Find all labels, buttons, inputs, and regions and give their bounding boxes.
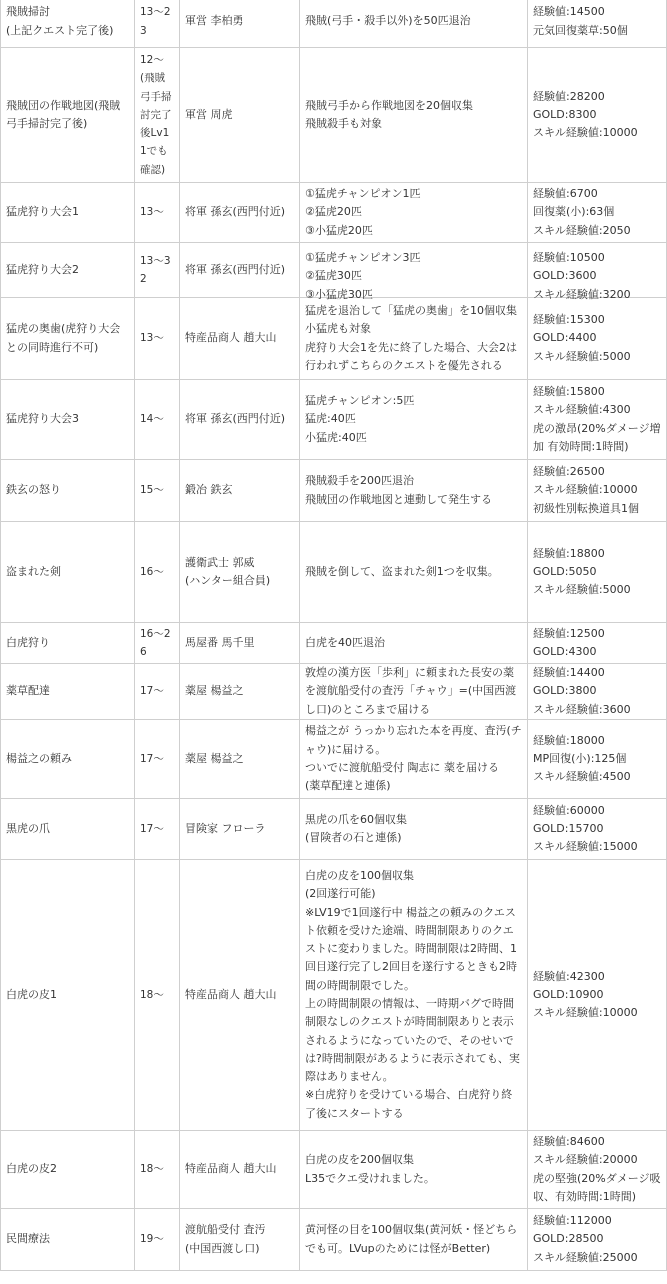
quest-name: 民間療法 xyxy=(6,1232,50,1246)
quest-giver-cell xyxy=(180,298,300,380)
quest-name: 飛賊団の作戦地図(飛賊弓手掃討完了後) xyxy=(6,98,121,130)
quest-name: 猛虎狩り大会1 xyxy=(6,205,79,219)
quest-name-cell xyxy=(1,860,135,1131)
table-row xyxy=(1,799,667,860)
quest-level: 13～ xyxy=(140,206,164,219)
quest-level: 16～26 xyxy=(140,627,171,658)
quest-level: 17～ xyxy=(140,822,164,835)
quest-giver: 馬屋番 馬千里 xyxy=(185,635,255,649)
quest-content: 黄河怪の目を100個収集(黄河妖・怪どちらでも可。LVupのためには怪がBetter) xyxy=(305,1223,518,1255)
reward-item: スキル経験値:3600 xyxy=(533,702,631,716)
quest-giver-cell xyxy=(180,720,300,799)
reward-item: GOLD:10900 xyxy=(533,987,604,1001)
quest-content-cell xyxy=(300,623,528,664)
reward-item: GOLD:3600 xyxy=(533,269,597,283)
quest-name: 白虎の皮2 xyxy=(6,1162,57,1176)
reward-item: スキル経験値:4500 xyxy=(533,770,631,784)
table-row xyxy=(1,183,667,243)
quest-level-cell xyxy=(135,48,180,183)
quest-content-cell xyxy=(300,0,528,48)
reward-item: MP回復(小):125個 xyxy=(533,751,627,765)
reward-item: GOLD:8300 xyxy=(533,107,597,121)
quest-level-cell xyxy=(135,460,180,522)
table-row xyxy=(1,48,667,183)
reward-item: スキル経験値:5000 xyxy=(533,349,631,363)
quest-giver-cell xyxy=(180,860,300,1131)
quest-content: 飛賊を倒して、盗まれた剣1つを収集。 xyxy=(305,564,499,578)
quest-giver-cell xyxy=(180,0,300,48)
quest-name-cell xyxy=(1,183,135,243)
reward-item: 経験値:18000 xyxy=(533,733,605,747)
quest-name-cell xyxy=(1,664,135,720)
quest-content-cell xyxy=(300,720,528,799)
quest-level: 13～32 xyxy=(140,254,171,285)
quest-rewards-cell xyxy=(528,0,667,48)
quest-rewards-cell xyxy=(528,623,667,664)
quest-level: 18～ xyxy=(140,988,164,1001)
quest-content-cell xyxy=(300,183,528,243)
table-row xyxy=(1,860,667,1131)
table-row xyxy=(1,623,667,664)
quest-rewards-cell xyxy=(528,664,667,720)
reward-item: 経験値:60000 xyxy=(533,803,605,817)
quest-content-cell xyxy=(300,1131,528,1209)
reward-item: 虎の激昂(20%ダメージ増加 有効時間:1時間) xyxy=(533,421,661,453)
quest-name: 飛賊掃討 (上記クエスト完了後) xyxy=(6,5,114,37)
reward-item: 虎の堅強(20%ダメージ吸収、有効時間:1時間) xyxy=(533,1171,661,1203)
quest-giver-cell xyxy=(180,243,300,298)
reward-item: 元気回復薬草:50個 xyxy=(533,23,628,37)
quest-content: 敦煌の漢方医「歩利」に頼まれた長安の薬を渡航船受付の査汚「チャウ」=(中国西渡し口)のところまで届ける xyxy=(305,666,517,716)
quest-name: 楊益之の頼み xyxy=(6,751,72,765)
reward-item: GOLD:4300 xyxy=(533,645,597,658)
quest-level-cell xyxy=(135,799,180,860)
quest-name-cell xyxy=(1,243,135,298)
quest-content-cell xyxy=(300,799,528,860)
quest-level: 13～23 xyxy=(140,6,171,37)
reward-item: 初級性別転換道具1個 xyxy=(533,501,639,515)
quest-table-body xyxy=(1,0,667,1271)
quest-giver-cell xyxy=(180,799,300,860)
quest-content: 猛虎チャンピオン:5匹 猛虎:40匹 小猛虎:40匹 xyxy=(305,394,415,444)
reward-item: 経験値:112000 xyxy=(533,1214,612,1228)
reward-item: 経験値:15300 xyxy=(533,313,605,327)
quest-name: 黒虎の爪 xyxy=(6,821,50,835)
reward-item: 経験値:15800 xyxy=(533,384,605,398)
quest-content-cell xyxy=(300,460,528,522)
quest-giver: 将軍 孫玄(西門付近) xyxy=(185,412,286,426)
quest-name-cell xyxy=(1,0,135,48)
quest-giver: 軍営 周虎 xyxy=(185,107,233,121)
quest-level-cell xyxy=(135,1131,180,1209)
quest-level: 18～ xyxy=(140,1163,164,1176)
quest-giver-cell xyxy=(180,380,300,460)
quest-name-cell xyxy=(1,623,135,664)
quest-level: 17～ xyxy=(140,752,164,765)
quest-rewards-cell xyxy=(528,48,667,183)
reward-item: スキル経験値:20000 xyxy=(533,1153,638,1167)
reward-item: スキル経験値:3200 xyxy=(533,287,631,301)
quest-name: 猛虎狩り大会2 xyxy=(6,262,79,276)
reward-item: スキル経験値:4300 xyxy=(533,403,631,417)
quest-level-cell xyxy=(135,720,180,799)
quest-giver-cell xyxy=(180,1209,300,1271)
quest-level-cell xyxy=(135,1209,180,1271)
quest-level: 17～ xyxy=(140,685,164,698)
reward-item: 経験値:14400 xyxy=(533,666,605,680)
reward-item: GOLD:4400 xyxy=(533,331,597,345)
quest-giver-cell xyxy=(180,183,300,243)
quest-rewards-cell xyxy=(528,243,667,301)
quest-name: 白虎の皮1 xyxy=(6,987,57,1001)
reward-item: スキル経験値:5000 xyxy=(533,583,631,597)
quest-content: 飛賊殺手を200匹退治 飛賊団の作戦地図と連動して発生する xyxy=(305,474,492,506)
quest-content-cell xyxy=(300,860,528,1131)
quest-name-cell xyxy=(1,799,135,860)
quest-level-cell xyxy=(135,243,180,298)
quest-giver-cell xyxy=(180,664,300,720)
quest-content-clip xyxy=(305,249,522,301)
quest-giver: 鍛冶 鉄玄 xyxy=(185,483,233,497)
reward-item: 経験値:12500 xyxy=(533,626,605,640)
quest-giver-cell xyxy=(180,460,300,522)
quest-giver: 薬屋 楊益之 xyxy=(185,751,244,765)
quest-rewards-clip xyxy=(533,249,661,301)
quest-name-cell xyxy=(1,720,135,799)
reward-item: スキル経験値:25000 xyxy=(533,1250,638,1264)
quest-level-cell xyxy=(135,623,180,664)
table-row xyxy=(1,1209,667,1271)
table-row xyxy=(1,0,667,48)
quest-giver: 冒険家 フローラ xyxy=(185,821,266,835)
quest-content: 白虎の皮を100個収集 (2回遂行可能) ※LV19で1回遂行中 楊益之の頼みのクエスト依頼を受けた途端、時間制限ありのクエストに変わりました。時間制限は2時間、1回目遂行完了し2回目を遂行するときも2時間の時間制限でした。 上の時間制限の情報は、一時期バグで時間制限なしのクエストが時間制限ありと表示されるようになっていたので、そのせいでは?時間制限があるように表示されても、実際はありません。 ※白虎狩りを受けている場合、白虎狩り終了後にスタートする xyxy=(305,868,520,1120)
quest-name: 薬草配達 xyxy=(6,684,50,698)
quest-content-cell xyxy=(300,522,528,623)
quest-rewards-cell xyxy=(528,522,667,623)
reward-item: 経験値:10500 xyxy=(533,251,605,264)
quest-name-cell xyxy=(1,1131,135,1209)
quest-name: 猛虎の奥歯(虎狩り大会との同時進行不可) xyxy=(6,322,121,354)
quest-content: 楊益之が うっかり忘れた本を再度、査汚(チャウ)に届ける。 ついでに渡航船受付 陶志に 薬を届ける (薬草配達と連係) xyxy=(305,724,522,793)
quest-rewards-cell xyxy=(528,860,667,1131)
quest-content: 猛虎を退治して「猛虎の奥歯」を10個収集 小猛虎も対象 虎狩り大会1を先に終了した場合、大会2は行われずこちらのクエストを優先される xyxy=(305,303,517,372)
quest-level: 13～ xyxy=(140,332,164,345)
reward-item: 経験値:28200 xyxy=(533,89,605,103)
reward-item: 経験値:84600 xyxy=(533,1134,605,1148)
quest-rewards-cell xyxy=(528,380,667,460)
quest-content-cell xyxy=(300,243,528,301)
quest-content-cell xyxy=(300,380,528,460)
quest-content-cell xyxy=(300,664,528,720)
quest-giver-cell xyxy=(180,522,300,623)
table-row xyxy=(1,460,667,522)
quest-level: 16～ xyxy=(140,565,164,578)
quest-name-cell xyxy=(1,1209,135,1271)
quest-giver: 特産品商人 趙大山 xyxy=(185,1162,277,1176)
quest-giver: 特産品商人 趙大山 xyxy=(185,987,277,1001)
quest-name-cell xyxy=(1,460,135,522)
table-row xyxy=(1,1131,667,1209)
reward-item: 経験値:14500 xyxy=(533,5,605,19)
quest-giver-cell xyxy=(180,1131,300,1209)
quest-content: ①猛虎チャンピオン1匹 ②猛虎20匹 ③小猛虎20匹 xyxy=(305,187,421,237)
table-row xyxy=(1,720,667,799)
quest-level: 12～ (飛賊弓手掃討完了後Lv11でも確認) xyxy=(140,53,172,176)
quest-rewards-cell xyxy=(528,720,667,799)
quest-giver-cell xyxy=(180,48,300,183)
quest-content: 白虎を40匹退治 xyxy=(305,635,385,649)
quest-rewards-cell xyxy=(528,799,667,860)
quest-name-cell xyxy=(1,380,135,460)
quest-level-cell xyxy=(135,860,180,1131)
quest-rewards-cell xyxy=(528,1209,667,1271)
quest-giver: 薬屋 楊益之 xyxy=(185,684,244,698)
quest-level-cell xyxy=(135,664,180,720)
quest-level: 19～ xyxy=(140,1233,164,1246)
reward-item: 経験値:18800 xyxy=(533,546,605,560)
quest-content-cell xyxy=(300,48,528,183)
quest-name: 鉄玄の怒り xyxy=(6,483,61,497)
quest-level-cell xyxy=(135,0,180,48)
quest-rewards-cell xyxy=(528,460,667,522)
quest-giver: 軍営 李柏勇 xyxy=(185,14,244,28)
reward-item: 経験値:26500 xyxy=(533,465,605,479)
quest-content-cell xyxy=(300,1209,528,1271)
quest-level-cell xyxy=(135,380,180,460)
reward-item: GOLD:28500 xyxy=(533,1232,604,1246)
quest-content: ①猛虎チャンピオン3匹 ②猛虎30匹 ③小猛虎30匹 xyxy=(305,251,421,301)
quest-name: 猛虎狩り大会3 xyxy=(6,412,79,426)
quest-giver: 渡航船受付 査汚 (中国西渡し口) xyxy=(185,1223,266,1255)
table-row xyxy=(1,522,667,623)
quest-giver: 護衛武士 郭威 (ハンター組合員) xyxy=(185,555,271,587)
table-row xyxy=(1,664,667,720)
quest-name-cell xyxy=(1,298,135,380)
quest-giver: 将軍 孫玄(西門付近) xyxy=(185,205,286,219)
reward-item: GOLD:3800 xyxy=(533,684,597,698)
reward-item: スキル経験値:10000 xyxy=(533,483,638,497)
quest-content: 飛賊(弓手・殺手以外)を50匹退治 xyxy=(305,14,471,28)
reward-item: スキル経験値:10000 xyxy=(533,1006,638,1020)
reward-item: 経験値:42300 xyxy=(533,969,605,983)
reward-item: スキル経験値:10000 xyxy=(533,126,638,140)
quest-content: 黒虎の爪を60個収集 (冒険者の石と連係) xyxy=(305,812,407,844)
reward-item: GOLD:15700 xyxy=(533,821,604,835)
quest-rewards-cell xyxy=(528,1131,667,1209)
table-row xyxy=(1,380,667,460)
quest-content-cell xyxy=(300,298,528,380)
table-row xyxy=(1,298,667,380)
quest-name: 白虎狩り xyxy=(6,635,50,649)
quest-level-cell xyxy=(135,183,180,243)
quest-name-cell xyxy=(1,48,135,183)
reward-item: 回復薬(小):63個 xyxy=(533,205,615,219)
reward-item: スキル経験値:2050 xyxy=(533,223,631,237)
quest-name-cell xyxy=(1,522,135,623)
quest-giver: 将軍 孫玄(西門付近) xyxy=(185,262,286,276)
quest-level: 14～ xyxy=(140,413,164,426)
quest-level-cell xyxy=(135,298,180,380)
quest-rewards-cell xyxy=(528,183,667,243)
quest-level-cell xyxy=(135,522,180,623)
quest-content: 白虎の皮を200個収集 L35でクエ受けれました。 xyxy=(305,1153,435,1185)
quest-content: 飛賊弓手から作戦地図を20個収集 飛賊殺手も対象 xyxy=(305,98,473,130)
reward-item: スキル経験値:15000 xyxy=(533,840,638,854)
quest-giver-cell xyxy=(180,623,300,664)
quest-name: 盗まれた剣 xyxy=(6,564,61,578)
reward-item: GOLD:5050 xyxy=(533,564,597,578)
table-row xyxy=(1,243,667,298)
quest-level: 15～ xyxy=(140,484,164,497)
reward-item: 経験値:6700 xyxy=(533,187,598,201)
quest-rewards-cell xyxy=(528,298,667,380)
quest-giver: 特産品商人 趙大山 xyxy=(185,331,277,345)
